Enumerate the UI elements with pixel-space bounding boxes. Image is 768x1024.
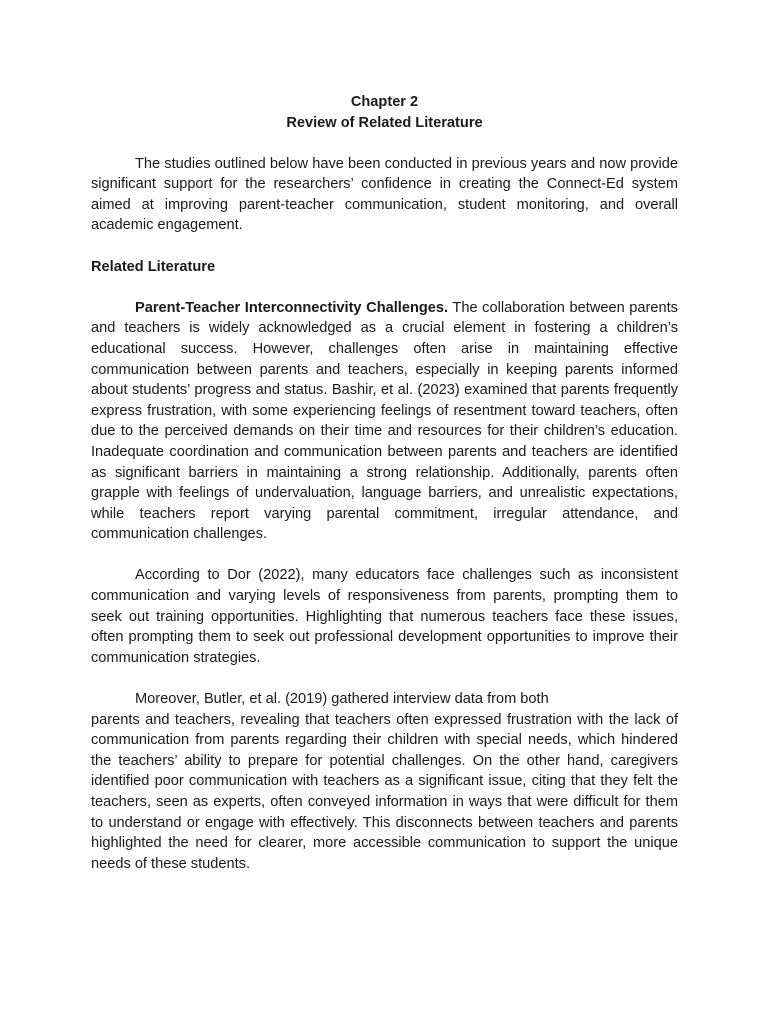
paragraph-interconnectivity (91, 298, 678, 545)
document-page (91, 92, 678, 874)
paragraph-dor: According to Dor (2022), many educators face challenges such as inconsistent communication and varying levels of responsiveness from parents, prompting them to seek out training opportunities. Highlighting that numerous teachers face these issues, often prompting them to seek out professional development opportunities to improve their communication strategies. (91, 567, 678, 666)
paragraph-butler-first-line: Moreover, Butler, et al. (2019) gathered interview data from both (135, 691, 549, 708)
chapter-number: Chapter 2 (350, 94, 419, 110)
intro-paragraph: The studies outlined below have been conducted in previous years and now provide significant support for the researchers’ confidence in creating the Connect-Ed system aimed at improving parent-teacher communication, student monitoring, and overall academic engagement. (91, 155, 678, 234)
spacer (91, 668, 678, 689)
paragraph-lead-heading: Parent-Teacher Interconnectivity Challenges. (135, 299, 449, 316)
paragraph-butler-body: parents and teachers, revealing that teachers often expressed frustration with the lack of communication from parents regarding their children with special needs, which hindered the teachers’ ability to prepare for potential challenges. On the other hand, caregivers identified poor communication with teachers as a significant issue, citing that they felt the teachers, seen as experts, often conveyed information in ways that were difficult for them to understand or engage with effectively. This disconnects between teachers and parents highlighted the need for clearer, more accessible communication to support the unique needs of these students. (91, 711, 678, 872)
paragraph-body: The collaboration between parents and teachers is widely acknowledged as a crucial element in fostering a children’s educational success. However, challenges often arise in maintaining effective communication between parents and teachers, especially in keeping parents informed about students’ progress and status. Bashir, et al. (2023) examined that parents frequently express frustration, with some experiencing feelings of resentment toward teachers, often due to the perceived demands on their time and resources for their children’s education. Inadequate coordination and communication between parents and teachers are identified as significant barriers in maintaining a strong relationship. Additionally, parents often grapple with feelings of undervaluation, language barriers, and unrealistic expectations, while teachers report varying parental commitment, irregular attendance, and communication challenges. (91, 299, 678, 543)
spacer (91, 277, 678, 298)
spacer (91, 545, 678, 566)
section-heading: Related Literature (91, 258, 216, 275)
spacer (91, 133, 678, 154)
chapter-title: Review of Related Literature (286, 114, 483, 131)
spacer (91, 236, 678, 257)
